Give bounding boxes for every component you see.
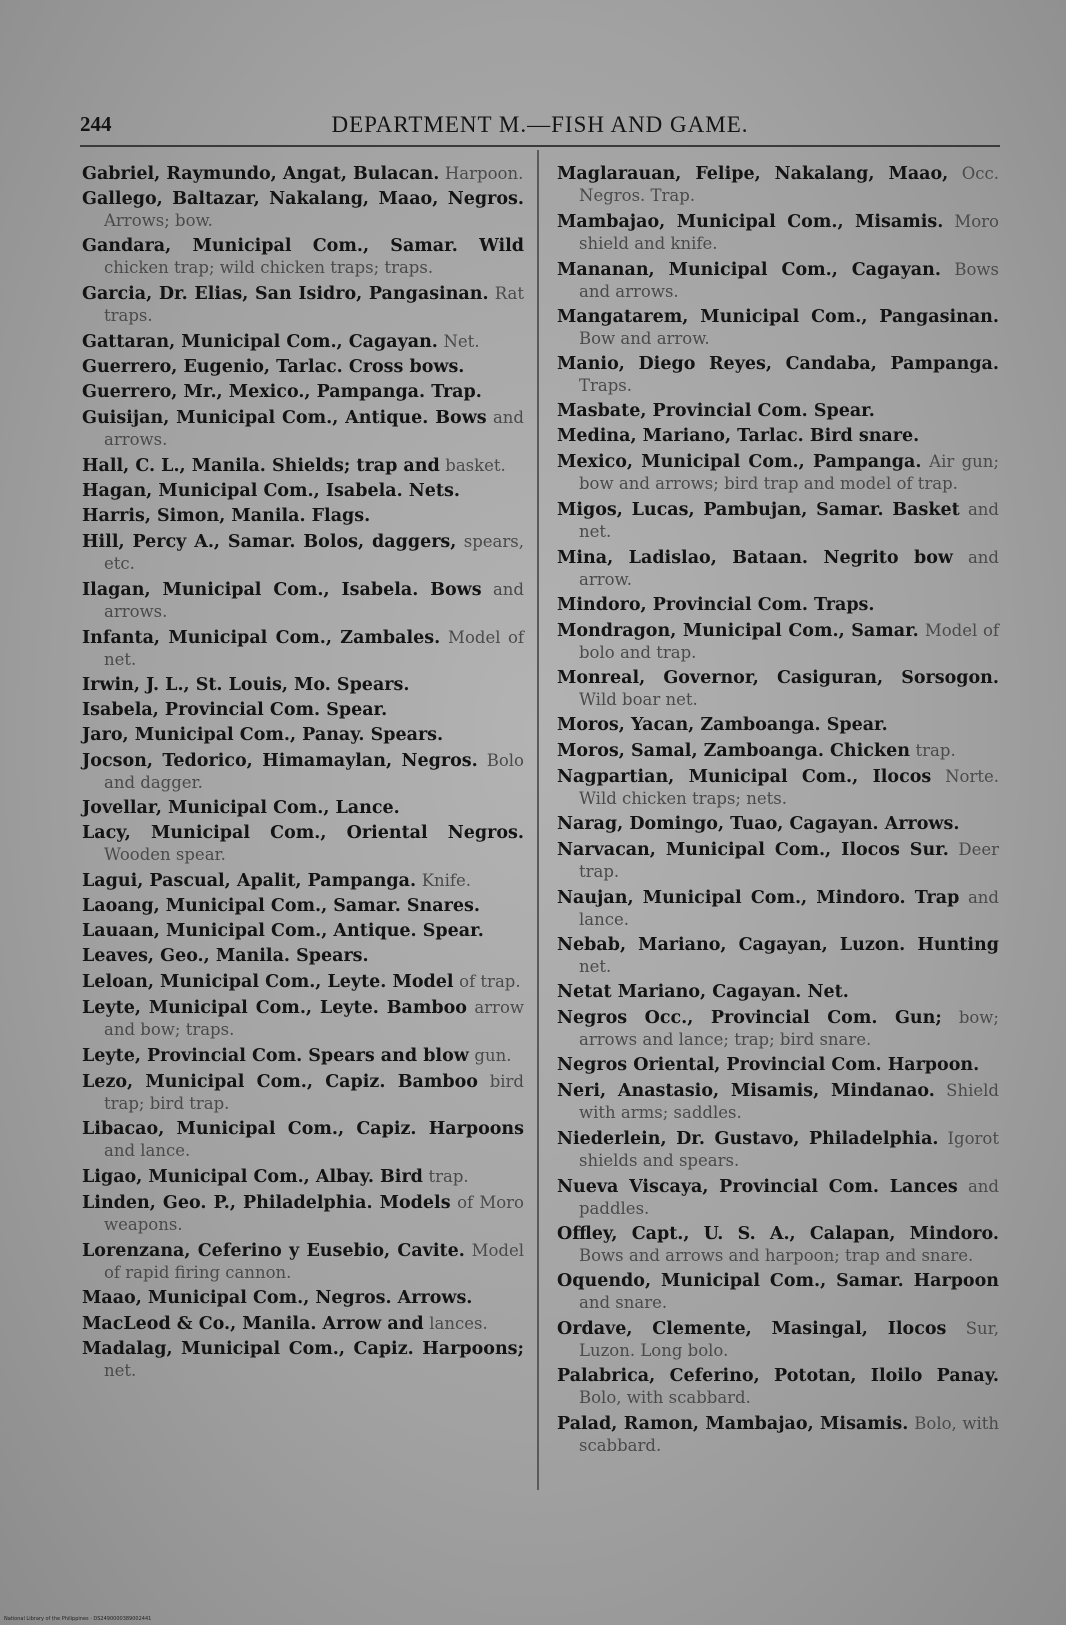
entry-description: and snare.: [579, 1293, 668, 1312]
entry-description: and lance.: [104, 1141, 191, 1160]
list-item: [82, 1339, 524, 1382]
entry-description: net.: [104, 1361, 137, 1380]
entry-description: spears, etc.: [104, 532, 524, 573]
entry-name: Neri, Anastasio, Misamis, Mindanao.: [557, 1081, 935, 1101]
entry-name: Jovellar, Municipal Com., Lance.: [82, 798, 400, 818]
entry-name: Narvacan, Municipal Com., Ilocos Sur.: [557, 840, 949, 860]
entry-name: Leaves, Geo., Manila. Spears.: [82, 946, 369, 966]
list-item: [82, 455, 524, 477]
entry-name: Mananan, Municipal Com., Cagayan.: [557, 260, 941, 280]
entry-description: and net.: [579, 500, 999, 541]
entry-name: Negros Occ., Provincial Com. Gun;: [557, 1008, 942, 1028]
list-item: [82, 798, 524, 819]
list-item: [557, 307, 999, 350]
entry-name: Nueva Viscaya, Provincial Com. Lances: [557, 1177, 958, 1197]
list-item: [557, 1007, 999, 1051]
list-item: [557, 839, 999, 883]
entry-name: Naujan, Municipal Com., Mindoro. Trap: [557, 888, 960, 908]
entry-description: of Moro weapons.: [104, 1193, 524, 1234]
list-item: [82, 896, 524, 917]
entry-name: Masbate, Provincial Com. Spear.: [557, 401, 875, 421]
list-item: [82, 750, 524, 794]
list-item: [82, 579, 524, 623]
list-item: [82, 407, 524, 451]
entry-description: gun.: [474, 1046, 512, 1065]
entry-description: and arrow.: [579, 548, 999, 589]
list-item: [557, 982, 999, 1003]
page-header: [80, 112, 1000, 146]
list-item: [82, 823, 524, 866]
entry-description: Traps.: [579, 376, 633, 395]
entry-name: Ligao, Municipal Com., Albay. Bird: [82, 1167, 423, 1187]
entry-name: Lauaan, Municipal Com., Antique. Spear.: [82, 921, 484, 941]
entry-name: Guerrero, Eugenio, Tarlac. Cross bows.: [82, 357, 465, 377]
list-item: [557, 668, 999, 711]
entry-description: bird trap; bird trap.: [104, 1072, 524, 1113]
entry-description: Arrows; bow.: [104, 211, 213, 230]
entry-description: Bolo, with scabbard.: [579, 1388, 751, 1407]
entry-name: Gallego, Baltazar, Nakalang, Maao, Negros.: [82, 189, 524, 209]
entry-name: Leyte, Provincial Com. Spears and blow: [82, 1046, 469, 1066]
entry-name: Lagui, Pascual, Apalit, Pampanga.: [82, 871, 417, 891]
entry-name: Infanta, Municipal Com., Zambales.: [82, 628, 441, 648]
entry-name: Palabrica, Ceferino, Pototan, Iloilo Panay.: [557, 1366, 999, 1386]
entry-name: Nagpartian, Municipal Com., Ilocos: [557, 767, 932, 787]
entry-description: and paddles.: [579, 1177, 999, 1218]
list-item: [557, 740, 999, 762]
entry-name: Jocson, Tedorico, Himamaylan, Negros.: [82, 751, 478, 771]
entry-name: Oquendo, Municipal Com., Samar. Harpoon: [557, 1271, 999, 1291]
entry-description: Wild boar net.: [579, 690, 698, 709]
entry-name: Mondragon, Municipal Com., Samar.: [557, 621, 919, 641]
list-item: [557, 1176, 999, 1220]
list-item: [557, 451, 999, 495]
list-item: [557, 1271, 999, 1314]
column-divider: [537, 150, 539, 1490]
list-item: [557, 620, 999, 664]
list-item: [82, 870, 524, 892]
entry-description: Model of bolo and trap.: [579, 621, 999, 662]
entry-description: and lance.: [579, 888, 999, 929]
entry-name: Guerrero, Mr., Mexico., Pampanga. Trap.: [82, 382, 482, 402]
entry-description: Bolo and dagger.: [104, 751, 524, 792]
entry-description: Deer trap.: [579, 840, 999, 881]
entry-description: Rat traps.: [104, 284, 524, 325]
list-item: [82, 1071, 524, 1115]
entry-name: Palad, Ramon, Mambajao, Misamis.: [557, 1414, 909, 1434]
entry-name: Moros, Samal, Zamboanga. Chicken: [557, 741, 910, 761]
page-number: 244: [80, 112, 112, 136]
entry-description: chicken trap; wild chicken traps; traps.: [104, 258, 434, 277]
entry-name: Narag, Domingo, Tuao, Cagayan. Arrows.: [557, 814, 960, 834]
entry-name: Niederlein, Dr. Gustavo, Philadelphia.: [557, 1129, 939, 1149]
entry-description: and arrows.: [104, 580, 524, 621]
list-item: [557, 935, 999, 978]
entry-name: Laoang, Municipal Com., Samar. Snares.: [82, 896, 480, 916]
entry-name: Migos, Lucas, Pambujan, Samar. Basket: [557, 500, 960, 520]
entry-description: Occ. Negros. Trap.: [579, 164, 999, 205]
entry-name: Madalag, Municipal Com., Capiz. Harpoons;: [82, 1339, 524, 1359]
list-item: [82, 1288, 524, 1309]
list-item: [557, 163, 999, 207]
list-item: [557, 426, 999, 447]
list-item: [82, 1192, 524, 1236]
page-title: DEPARTMENT M.—FISH AND GAME.: [331, 112, 749, 137]
left-column: [82, 163, 524, 1386]
entry-description: net.: [579, 957, 612, 976]
entry-description: basket.: [445, 456, 506, 475]
list-item: [82, 331, 524, 353]
entry-description: arrow and bow; traps.: [104, 998, 524, 1039]
entry-name: Nebab, Mariano, Cagayan, Luzon. Hunting: [557, 935, 999, 955]
entry-description: Bolo, with scabbard.: [579, 1414, 999, 1455]
entry-name: Netat Mariano, Cagayan. Net.: [557, 982, 849, 1002]
entry-description: and arrows.: [104, 408, 524, 449]
list-item: [557, 1318, 999, 1362]
entry-name: Ordave, Clemente, Masingal, Ilocos: [557, 1319, 947, 1339]
list-item: [557, 211, 999, 255]
list-item: [82, 357, 524, 378]
entry-name: Mangatarem, Municipal Com., Pangasinan.: [557, 307, 999, 327]
entry-description: Bows and arrows and harpoon; trap and snare.: [579, 1246, 974, 1265]
list-item: [557, 766, 999, 810]
entry-name: Moros, Yacan, Zamboanga. Spear.: [557, 715, 888, 735]
list-item: [557, 547, 999, 591]
list-item: [82, 1166, 524, 1188]
entry-name: Leyte, Municipal Com., Leyte. Bamboo: [82, 998, 467, 1018]
header-rule: [80, 145, 1000, 147]
entry-name: Leloan, Municipal Com., Leyte. Model: [82, 972, 454, 992]
entry-description: Wooden spear.: [104, 845, 226, 864]
entry-description: Model of rapid firing cannon.: [104, 1241, 524, 1282]
entry-name: Libacao, Municipal Com., Capiz. Harpoons: [82, 1119, 524, 1139]
entry-name: Isabela, Provincial Com. Spear.: [82, 700, 388, 720]
entry-name: Mina, Ladislao, Bataan. Negrito bow: [557, 548, 953, 568]
entry-name: Maao, Municipal Com., Negros. Arrows.: [82, 1288, 473, 1308]
entry-description: lances.: [429, 1314, 488, 1333]
entry-name: Linden, Geo. P., Philadelphia. Models: [82, 1193, 451, 1213]
entry-description: Igorot shields and spears.: [579, 1129, 999, 1170]
list-item: [557, 1366, 999, 1409]
list-item: [557, 814, 999, 835]
list-item: [557, 1080, 999, 1124]
entry-name: Jaro, Municipal Com., Panay. Spears.: [82, 725, 444, 745]
entry-name: Mexico, Municipal Com., Pampanga.: [557, 452, 922, 472]
entry-name: Irwin, J. L., St. Louis, Mo. Spears.: [82, 675, 410, 695]
list-item: [82, 189, 524, 232]
entry-name: Ilagan, Municipal Com., Isabela. Bows: [82, 580, 482, 600]
list-item: [82, 163, 524, 185]
list-item: [557, 499, 999, 543]
scan-footer: National Library of the Philippines · DS2490000389002441: [4, 1616, 152, 1622]
entry-name: MacLeod & Co., Manila. Arrow and: [82, 1314, 424, 1334]
entry-name: Gattaran, Municipal Com., Cagayan.: [82, 332, 438, 352]
entry-description: Shield with arms; saddles.: [579, 1081, 999, 1122]
entry-description: of trap.: [459, 972, 521, 991]
entry-description: bow; arrows and lance; trap; bird snare.: [579, 1008, 999, 1049]
entry-description: trap.: [915, 741, 956, 760]
list-item: [82, 481, 524, 502]
entry-name: Hill, Percy A., Samar. Bolos, daggers,: [82, 532, 457, 552]
entry-description: Norte. Wild chicken traps; nets.: [579, 767, 999, 808]
entry-description: Bows and arrows.: [579, 260, 999, 301]
entry-name: Maglarauan, Felipe, Nakalang, Maao,: [557, 164, 949, 184]
entry-name: Offley, Capt., U. S. A., Calapan, Mindoro.: [557, 1224, 999, 1244]
entry-name: Manio, Diego Reyes, Candaba, Pampanga.: [557, 354, 999, 374]
list-item: [82, 506, 524, 527]
entry-description: Moro shield and knife.: [579, 212, 999, 253]
entry-name: Lezo, Municipal Com., Capiz. Bamboo: [82, 1072, 478, 1092]
list-item: [82, 1119, 524, 1162]
entry-description: Air gun; bow and arrows; bird trap and model of trap.: [579, 452, 999, 493]
entry-name: Harris, Simon, Manila. Flags.: [82, 506, 371, 526]
entry-name: Guisijan, Municipal Com., Antique. Bows: [82, 408, 487, 428]
entry-description: Net.: [443, 332, 480, 351]
list-item: [557, 259, 999, 303]
entry-description: Model of net.: [104, 628, 524, 669]
entry-name: Mindoro, Provincial Com. Traps.: [557, 595, 875, 615]
list-item: [82, 971, 524, 993]
entry-name: Gandara, Municipal Com., Samar. Wild: [82, 236, 524, 256]
entry-description: trap.: [428, 1167, 469, 1186]
list-item: [82, 921, 524, 942]
entry-name: Lorenzana, Ceferino y Eusebio, Cavite.: [82, 1241, 465, 1261]
list-item: [557, 1413, 999, 1457]
list-item: [557, 401, 999, 422]
entry-name: Negros Oriental, Provincial Com. Harpoon.: [557, 1055, 980, 1075]
list-item: [82, 946, 524, 967]
entry-description: Harpoon.: [444, 164, 524, 183]
list-item: [82, 1313, 524, 1335]
list-item: [82, 382, 524, 403]
entry-description: Knife.: [421, 871, 472, 890]
entry-description: Bow and arrow.: [579, 329, 710, 348]
right-column: [557, 163, 999, 1461]
entry-name: Lacy, Municipal Com., Oriental Negros.: [82, 823, 524, 843]
list-item: [82, 675, 524, 696]
list-item: [557, 595, 999, 616]
list-item: [557, 715, 999, 736]
list-item: [82, 283, 524, 327]
list-item: [557, 354, 999, 397]
list-item: [557, 887, 999, 931]
entry-name: Hall, C. L., Manila. Shields; trap and: [82, 456, 440, 476]
list-item: [82, 700, 524, 721]
entry-name: Hagan, Municipal Com., Isabela. Nets.: [82, 481, 460, 501]
list-item: [82, 627, 524, 671]
list-item: [557, 1128, 999, 1172]
list-item: [82, 531, 524, 575]
entry-name: Garcia, Dr. Elias, San Isidro, Pangasinan.: [82, 284, 489, 304]
entry-name: Medina, Mariano, Tarlac. Bird snare.: [557, 426, 920, 446]
list-item: [82, 997, 524, 1041]
list-item: [557, 1055, 999, 1076]
list-item: [82, 1240, 524, 1284]
list-item: [557, 1224, 999, 1267]
list-item: [82, 725, 524, 746]
entry-description: Sur, Luzon. Long bolo.: [579, 1319, 999, 1360]
entry-name: Gabriel, Raymundo, Angat, Bulacan.: [82, 164, 440, 184]
list-item: [82, 1045, 524, 1067]
entry-name: Mambajao, Municipal Com., Misamis.: [557, 212, 944, 232]
entry-name: Monreal, Governor, Casiguran, Sorsogon.: [557, 668, 999, 688]
list-item: [82, 236, 524, 279]
